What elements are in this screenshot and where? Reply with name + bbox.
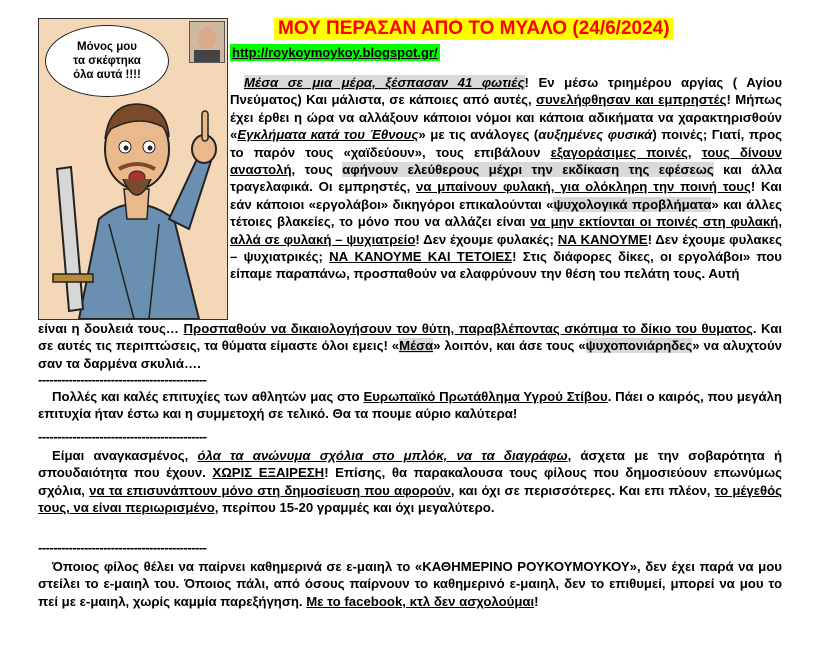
blog-url-link[interactable]: http://roykoymoykoy.blogspot.gr/ <box>232 45 438 60</box>
paragraph-athletics: Πολλές και καλές επιτυχίες των αθλητών μας στο Ευρωπαϊκό Πρωτάθλημα Υγρού Στίβου. Πάει ο καιρός, που μεγάλη επιτυχία ήταν έστω και η συμμετοχή σε τελικό. Θα τα πουμε αύριο καλύτερα! <box>38 389 782 422</box>
post-title: ΜΟΥ ΠΕΡΑΣΑΝ ΑΠΟ ΤΟ ΜΥΑΛΟ (24/6/2024) <box>274 18 674 40</box>
separator-line: -------------------------------------------- <box>38 540 207 555</box>
paragraph-comments-policy: Είμαι αναγκασμένος, όλα τα ανώνυμα σχόλια στο μπλόκ, να τα διαγράφω, άσχετα με την σοβαρότητα ή σπουδαιότητα που έχουν. ΧΩΡΙΣ ΕΞΑΙΡΕΣΗ! Επίσης, θα παρακαλουσα τους φίλους που δημοσιεύουν επωνύμως σχόλια, να τα επισυνάπτουν μόνο στη δημοσίευση που αφορούν, και όχι σε περισσότερες. Και επι πλέον, το μέγεθός τους, να είναι περιωρισμένο, περίπου 15-20 γραμμές και όχι μεγαλύτερο. <box>38 448 783 516</box>
speech-bubble: Μόνος μου τα σκέφτηκα όλα αυτά !!!! <box>45 25 169 97</box>
separator-line: -------------------------------------------- <box>38 429 207 444</box>
author-photo-thumbnail <box>189 21 225 63</box>
don-quixote-cartoon <box>38 18 228 320</box>
separator-line: -------------------------------------------- <box>38 372 207 387</box>
paragraph-email-subscription: Όποιος φίλος θέλει να παίρνει καθημερινά σε ε-μαιηλ το «ΚΑΘΗΜΕΡΙΝΟ ΡΟΥΚΟΥΜΟΥΚΟΥ», δεν έχει παρά να μου στείλει το ε-μαιηλ του. Όποιος πάλι, από όσους παίρνουν το καθημερινό ε-μαιηλ, δεν το επιθυμεί, μπορεί να μου το πεί με ε-μαιηλ, χωρίς καμμία παρεξήγηση. Με το facebook, κτλ δεν ασχολούμαι! <box>38 559 782 609</box>
paragraph-fires-continued: είναι η δουλειά τους… Προσπαθούν να δικαιολογήσουν τον θύτη, παραβλέποντας σκόπιμα το δίκιο του θυματος. Και σε αυτές τις περιπτώσεις, τα θύματα είμαστε όλοι εμεις! «Μέσα» λοιπόν, και άσε τους «ψυχοπονιάρηδες» να αλυχτούν σαν τα δαρμένα σκυλιά…. <box>38 321 782 371</box>
author-portrait-icon <box>190 22 224 62</box>
paragraph-fires: Μέσα σε μια μέρα, ξέσπασαν 41 φωτιές! Εν μέσω τριημέρου αργίας ( Αγίου Πνεύματος) Και μάλιστα, σε κάποιες από αυτές, συνελήφθησαν και εμπρηστές! Μήπως έχει έρθει η ώρα να αλλάξουν κάποιοι νόμοι και κάποια αδικήματα να χαρακτηρισθούν «Εγκλήματα κατά του Έθνους» με τις ανάλογες (αυξημένες φυσικά) ποινές; Γιατί, προς το παρόν τους «χαϊδεύουν», τους επιβάλουν εξαγοράσιμες ποινές, τους δίνουν αναστολή, τους αφήνουν ελεύθερους μέχρι την εκδίκαση της εφέσεως και άλλα τραγελαφικά. Οι εμπρηστές, να μπαίνουν φυλακή, για ολόκληρη την ποινή τους! Και εάν κάποιοι «εργολάβοι» δικηγόροι επικαλούνται «ψυχολογικά προβλήματα» και άλλες τέτοιες βλακείες, το μόνο που να αλλάζει είναι να μην εκτίονται οι ποινές στη φυλακή, αλλά σε φυλακή – ψυχιατρείο! Δεν έχουμε φυλακές; ΝΑ ΚΑΝΟΥΜΕ! Δεν έχουμε φυλακες – ψυχιατρικές; ΝΑ ΚΑΝΟΥΜΕ ΚΑΙ ΤΕΤΟΙΕΣ! Στις διάφορες δίκες, οι εργολάβοι» που είπαμε παραπάνω, προσπαθούν να ελαφρύνουν την θέση του πελάτη τους. Αυτή <box>230 75 782 282</box>
